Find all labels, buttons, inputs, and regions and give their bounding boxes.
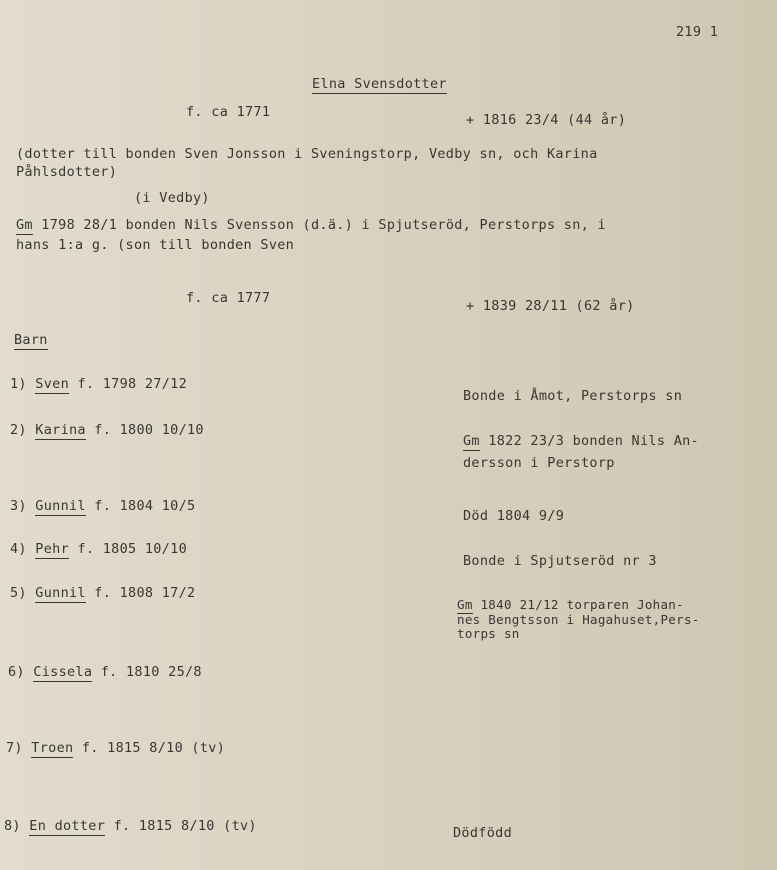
parents-line-2: Påhlsdotter) <box>16 164 118 180</box>
child-name: Pehr <box>35 541 70 557</box>
child-note: Bonde i Åmot, Perstorps sn <box>463 388 683 404</box>
child-name: Cissela <box>33 664 93 680</box>
child-entry <box>8 664 202 680</box>
child-entry <box>10 422 204 438</box>
child-birth: f. 1808 17/2 <box>85 585 196 601</box>
spouse-death: + 1839 28/11 (62 år) <box>466 298 635 314</box>
marriage-line-1 <box>16 217 606 233</box>
child-note-line-3: torps sn <box>457 626 520 641</box>
page-number: 219 1 <box>676 24 719 40</box>
child-number: 3) <box>10 498 27 514</box>
child-name: En dotter <box>29 818 106 834</box>
child-birth: f. 1810 25/8 <box>92 664 202 680</box>
child-birth: f. 1815 8/10 (tv) <box>105 818 257 834</box>
child-entry <box>10 376 187 392</box>
child-number: 5) <box>10 585 27 601</box>
gm-label: Gm <box>463 433 480 449</box>
child-number: 1) <box>10 376 27 392</box>
child-entry <box>4 818 257 834</box>
child-name: Troen <box>31 740 74 756</box>
child-number: 6) <box>8 664 25 680</box>
child-entry <box>10 498 195 514</box>
child-birth: f. 1800 10/10 <box>85 422 204 438</box>
child-note-text: 1822 23/3 bonden Nils An- <box>479 433 699 449</box>
child-note: Bonde i Spjutseröd nr 3 <box>463 553 657 569</box>
child-number: 4) <box>10 541 27 557</box>
child-entry <box>10 585 195 601</box>
child-note-line-2: nes Bengtsson i Hagahuset,Pers- <box>457 612 700 627</box>
birth-date: f. ca 1771 <box>186 104 271 120</box>
gm-label: Gm <box>16 217 33 233</box>
insert-note: (i Vedby) <box>134 190 210 206</box>
child-birth: f. 1804 10/5 <box>85 498 196 514</box>
gm-label: Gm <box>457 597 473 612</box>
child-name: Gunnil <box>35 498 86 514</box>
spouse-birth: f. ca 1777 <box>186 290 271 306</box>
child-entry <box>6 740 225 756</box>
children-header: Barn <box>14 332 48 348</box>
child-birth: f. 1805 10/10 <box>69 541 188 557</box>
child-birth: f. 1798 27/12 <box>69 376 188 392</box>
child-number: 7) <box>6 740 23 756</box>
child-entry <box>10 541 187 557</box>
child-note-line-2: dersson i Perstorp <box>463 455 615 471</box>
person-title: Elna Svensdotter <box>312 76 447 92</box>
child-name: Gunnil <box>35 585 86 601</box>
child-name: Sven <box>35 376 70 392</box>
child-number: 8) <box>4 818 21 834</box>
child-number: 2) <box>10 422 27 438</box>
marriage-text: 1798 28/1 bonden Nils Svensson (d.ä.) i Spjutseröd, Perstorps sn, i <box>32 217 606 233</box>
parents-line-1: (dotter till bonden Sven Jonsson i Sveningstorp, Vedby sn, och Karina <box>16 146 598 162</box>
child-note-text: 1840 21/12 torparen Johan- <box>472 597 684 612</box>
child-note: Död 1804 9/9 <box>463 508 565 524</box>
child-note <box>463 433 699 449</box>
marriage-line-2: hans 1:a g. (son till bonden Sven <box>16 237 295 253</box>
child-birth: f. 1815 8/10 (tv) <box>73 740 226 756</box>
child-note <box>457 597 684 612</box>
child-note: Dödfödd <box>453 825 512 841</box>
child-name: Karina <box>35 422 86 438</box>
death-date: + 1816 23/4 (44 år) <box>466 112 627 128</box>
